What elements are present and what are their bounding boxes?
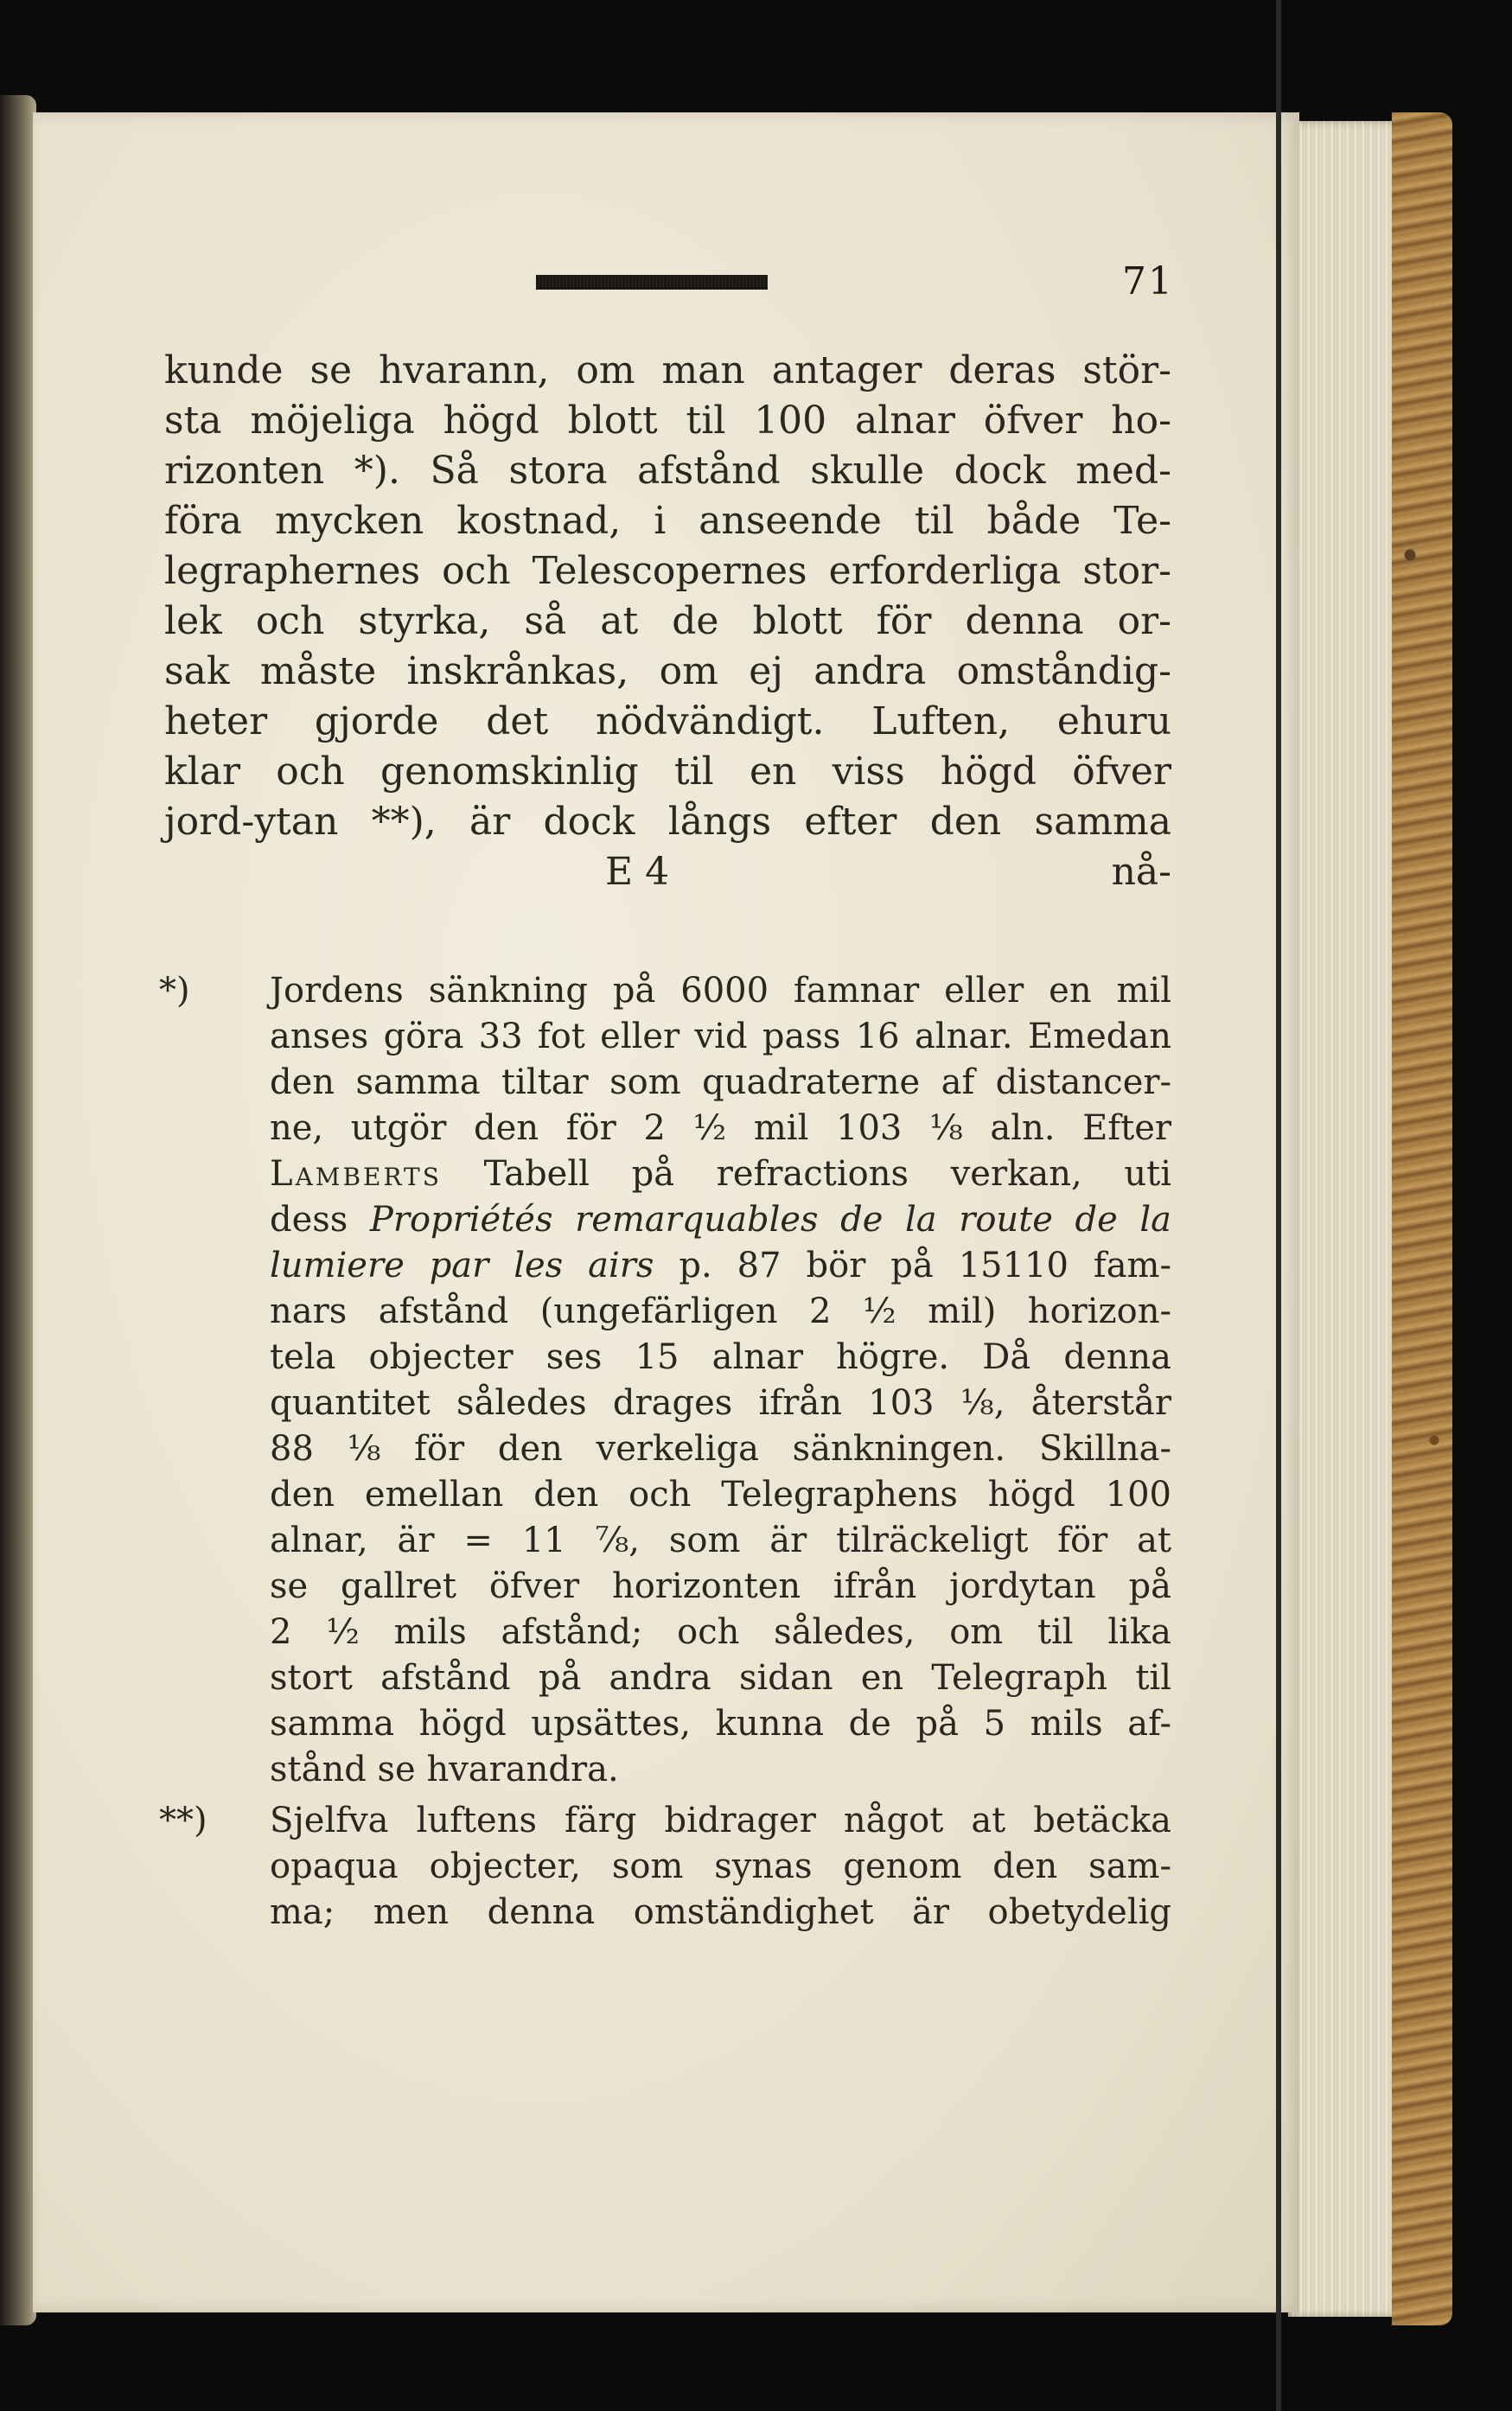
footnote-line: Sjelfva luftens färg bidrager något at betäcka <box>270 1801 1171 1840</box>
body-line: sta möjeliga högd blott til 100 alnar öfver ho- <box>164 399 1171 443</box>
footnote-line <box>270 1197 1171 1243</box>
footnote-line: 2 ½ mils afstånd; och således, om til lika <box>270 1612 1171 1652</box>
footnote-line: samma högd upsättes, kunna de på 5 mils af- <box>270 1704 1171 1744</box>
footnote-line: opaqua objecter, som synas genom den sam- <box>270 1847 1171 1886</box>
footnote-line: se gallret öfver horizonten ifrån jordytan på <box>270 1566 1171 1606</box>
body-line: legraphernes och Telescopernes erforderliga stor- <box>164 549 1171 593</box>
footnote-line: stort afstånd på andra sidan en Telegraph til <box>270 1658 1171 1698</box>
book-cover-edge <box>1392 112 1452 2325</box>
signature-mark: E 4 <box>605 850 670 894</box>
body-line: sak måste inskrånkas, om ej andra omståndig- <box>164 649 1171 693</box>
body-line: lek och styrka, så at de blott för denna or- <box>164 599 1171 643</box>
body-line: heter gjorde det nödvändigt. Luften, ehuru <box>164 699 1171 743</box>
footnote-line: den samma tiltar som quadraterne af distancer- <box>270 1062 1171 1102</box>
body-text <box>164 346 1171 897</box>
footnote-text: p. 87 bör på 15110 fam- <box>679 1246 1171 1285</box>
body-line: jord-ytan **), är dock långs efter den samma <box>164 800 1171 844</box>
footnote-marker: *) <box>159 971 190 1011</box>
signature-row <box>164 847 1171 897</box>
footnote-1 <box>159 968 1172 1793</box>
header-ornament-rule <box>536 275 768 290</box>
footnote-line: anses göra 33 fot eller vid pass 16 alnar. Emedan <box>270 1017 1171 1056</box>
body-line: klar och genomskinlig til en viss högd öfver <box>164 749 1171 794</box>
body-line: rizonten *). Så stora afstånd skulle dock med- <box>164 449 1171 493</box>
scan-boundary-line <box>1276 0 1281 2411</box>
author-name: Lamberts <box>270 1154 442 1194</box>
body-line: föra mycken kostnad, i anseende til både Te- <box>164 499 1171 543</box>
footnote-line: Jordens sänkning på 6000 famnar eller en mil <box>270 971 1171 1011</box>
footnote-text: dess <box>270 1200 348 1240</box>
page-number: 71 <box>1122 259 1174 303</box>
footnote-line: alnar, är = 11 ⅞, som är tilräckeligt för at <box>270 1521 1171 1560</box>
footnote-line: ne, utgör den för 2 ½ mil 103 ⅛ aln. Efter <box>270 1108 1171 1148</box>
footnote-line: 88 ⅛ för den verkeliga sänkningen. Skillna- <box>270 1429 1171 1469</box>
footnote-line <box>270 1243 1171 1289</box>
footnote-text: Tabell på refractions verkan, uti <box>483 1154 1172 1194</box>
footnote-line: den emellan den och Telegraphens högd 100 <box>270 1475 1171 1515</box>
book-title: lumiere par les airs <box>270 1246 654 1285</box>
footnote-line: stånd se hvarandra. <box>270 1750 619 1789</box>
catchword: nå- <box>1111 850 1171 894</box>
footnote-line: tela objecter ses 15 alnar högre. Då denna <box>270 1337 1171 1377</box>
footnotes <box>159 968 1172 1936</box>
footnote-line <box>270 1151 1171 1197</box>
footnote-line: quantitet således drages ifrån 103 ⅛, återstår <box>270 1383 1171 1423</box>
footnote-line: ma; men denna omständighet är obetydelig <box>270 1892 1171 1932</box>
page-edges <box>1288 121 1396 2317</box>
body-line: kunde se hvarann, om man antager deras stör- <box>164 348 1171 392</box>
footnote-marker: **) <box>159 1801 207 1840</box>
book-title: Propriétés remarquables de la route de la <box>369 1200 1171 1240</box>
footnote-2 <box>159 1798 1171 1936</box>
left-page-edge <box>0 95 36 2325</box>
footnote-line: nars afstånd (ungefärligen 2 ½ mil) horizon- <box>270 1292 1171 1331</box>
